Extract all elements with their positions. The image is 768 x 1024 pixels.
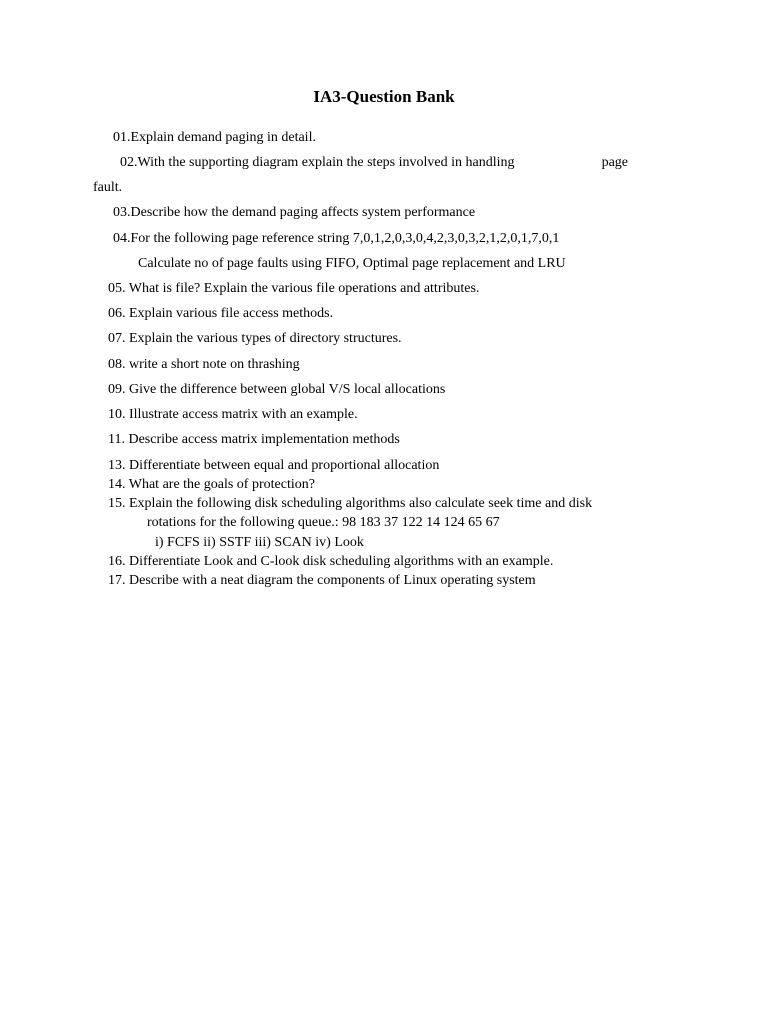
question-01: 01.Explain demand paging in detail. bbox=[113, 130, 316, 145]
question-15-line-3: i) FCFS ii) SSTF iii) SCAN iv) Look bbox=[155, 535, 364, 550]
question-10: 10. Illustrate access matrix with an example. bbox=[108, 407, 358, 422]
question-15-line-2: rotations for the following queue.: 98 183 37 122 14 124 65 67 bbox=[147, 515, 500, 530]
question-02-tail: page bbox=[601, 155, 628, 170]
question-04-line-2: Calculate no of page faults using FIFO, Optimal page replacement and LRU bbox=[138, 256, 566, 271]
question-15-line-1: 15. Explain the following disk scheduling algorithms also calculate seek time and disk bbox=[108, 496, 593, 511]
question-07: 07. Explain the various types of directory structures. bbox=[108, 331, 402, 346]
question-02-text: 02.With the supporting diagram explain the steps involved in handling bbox=[120, 155, 515, 170]
question-03: 03.Describe how the demand paging affects system performance bbox=[113, 205, 476, 220]
question-16: 16. Differentiate Look and C-look disk scheduling algorithms with an example. bbox=[108, 554, 554, 569]
question-06: 06. Explain various file access methods. bbox=[108, 306, 334, 321]
question-08: 08. write a short note on thrashing bbox=[108, 357, 300, 372]
question-09: 09. Give the difference between global V/S local allocations bbox=[108, 382, 446, 397]
question-13: 13. Differentiate between equal and proportional allocation bbox=[108, 458, 440, 473]
question-11: 11. Describe access matrix implementation methods bbox=[108, 432, 400, 447]
question-02-line-1 bbox=[120, 154, 628, 172]
page-title: IA3-Question Bank bbox=[313, 87, 455, 106]
question-04-line-1: 04.For the following page reference string 7,0,1,2,0,3,0,4,2,3,0,3,2,1,2,0,1,7,0,1 bbox=[113, 231, 560, 246]
question-17: 17. Describe with a neat diagram the components of Linux operating system bbox=[108, 573, 536, 588]
question-02-line-2: fault. bbox=[93, 180, 123, 195]
question-14: 14. What are the goals of protection? bbox=[108, 477, 315, 492]
question-05: 05. What is file? Explain the various file operations and attributes. bbox=[108, 281, 480, 296]
